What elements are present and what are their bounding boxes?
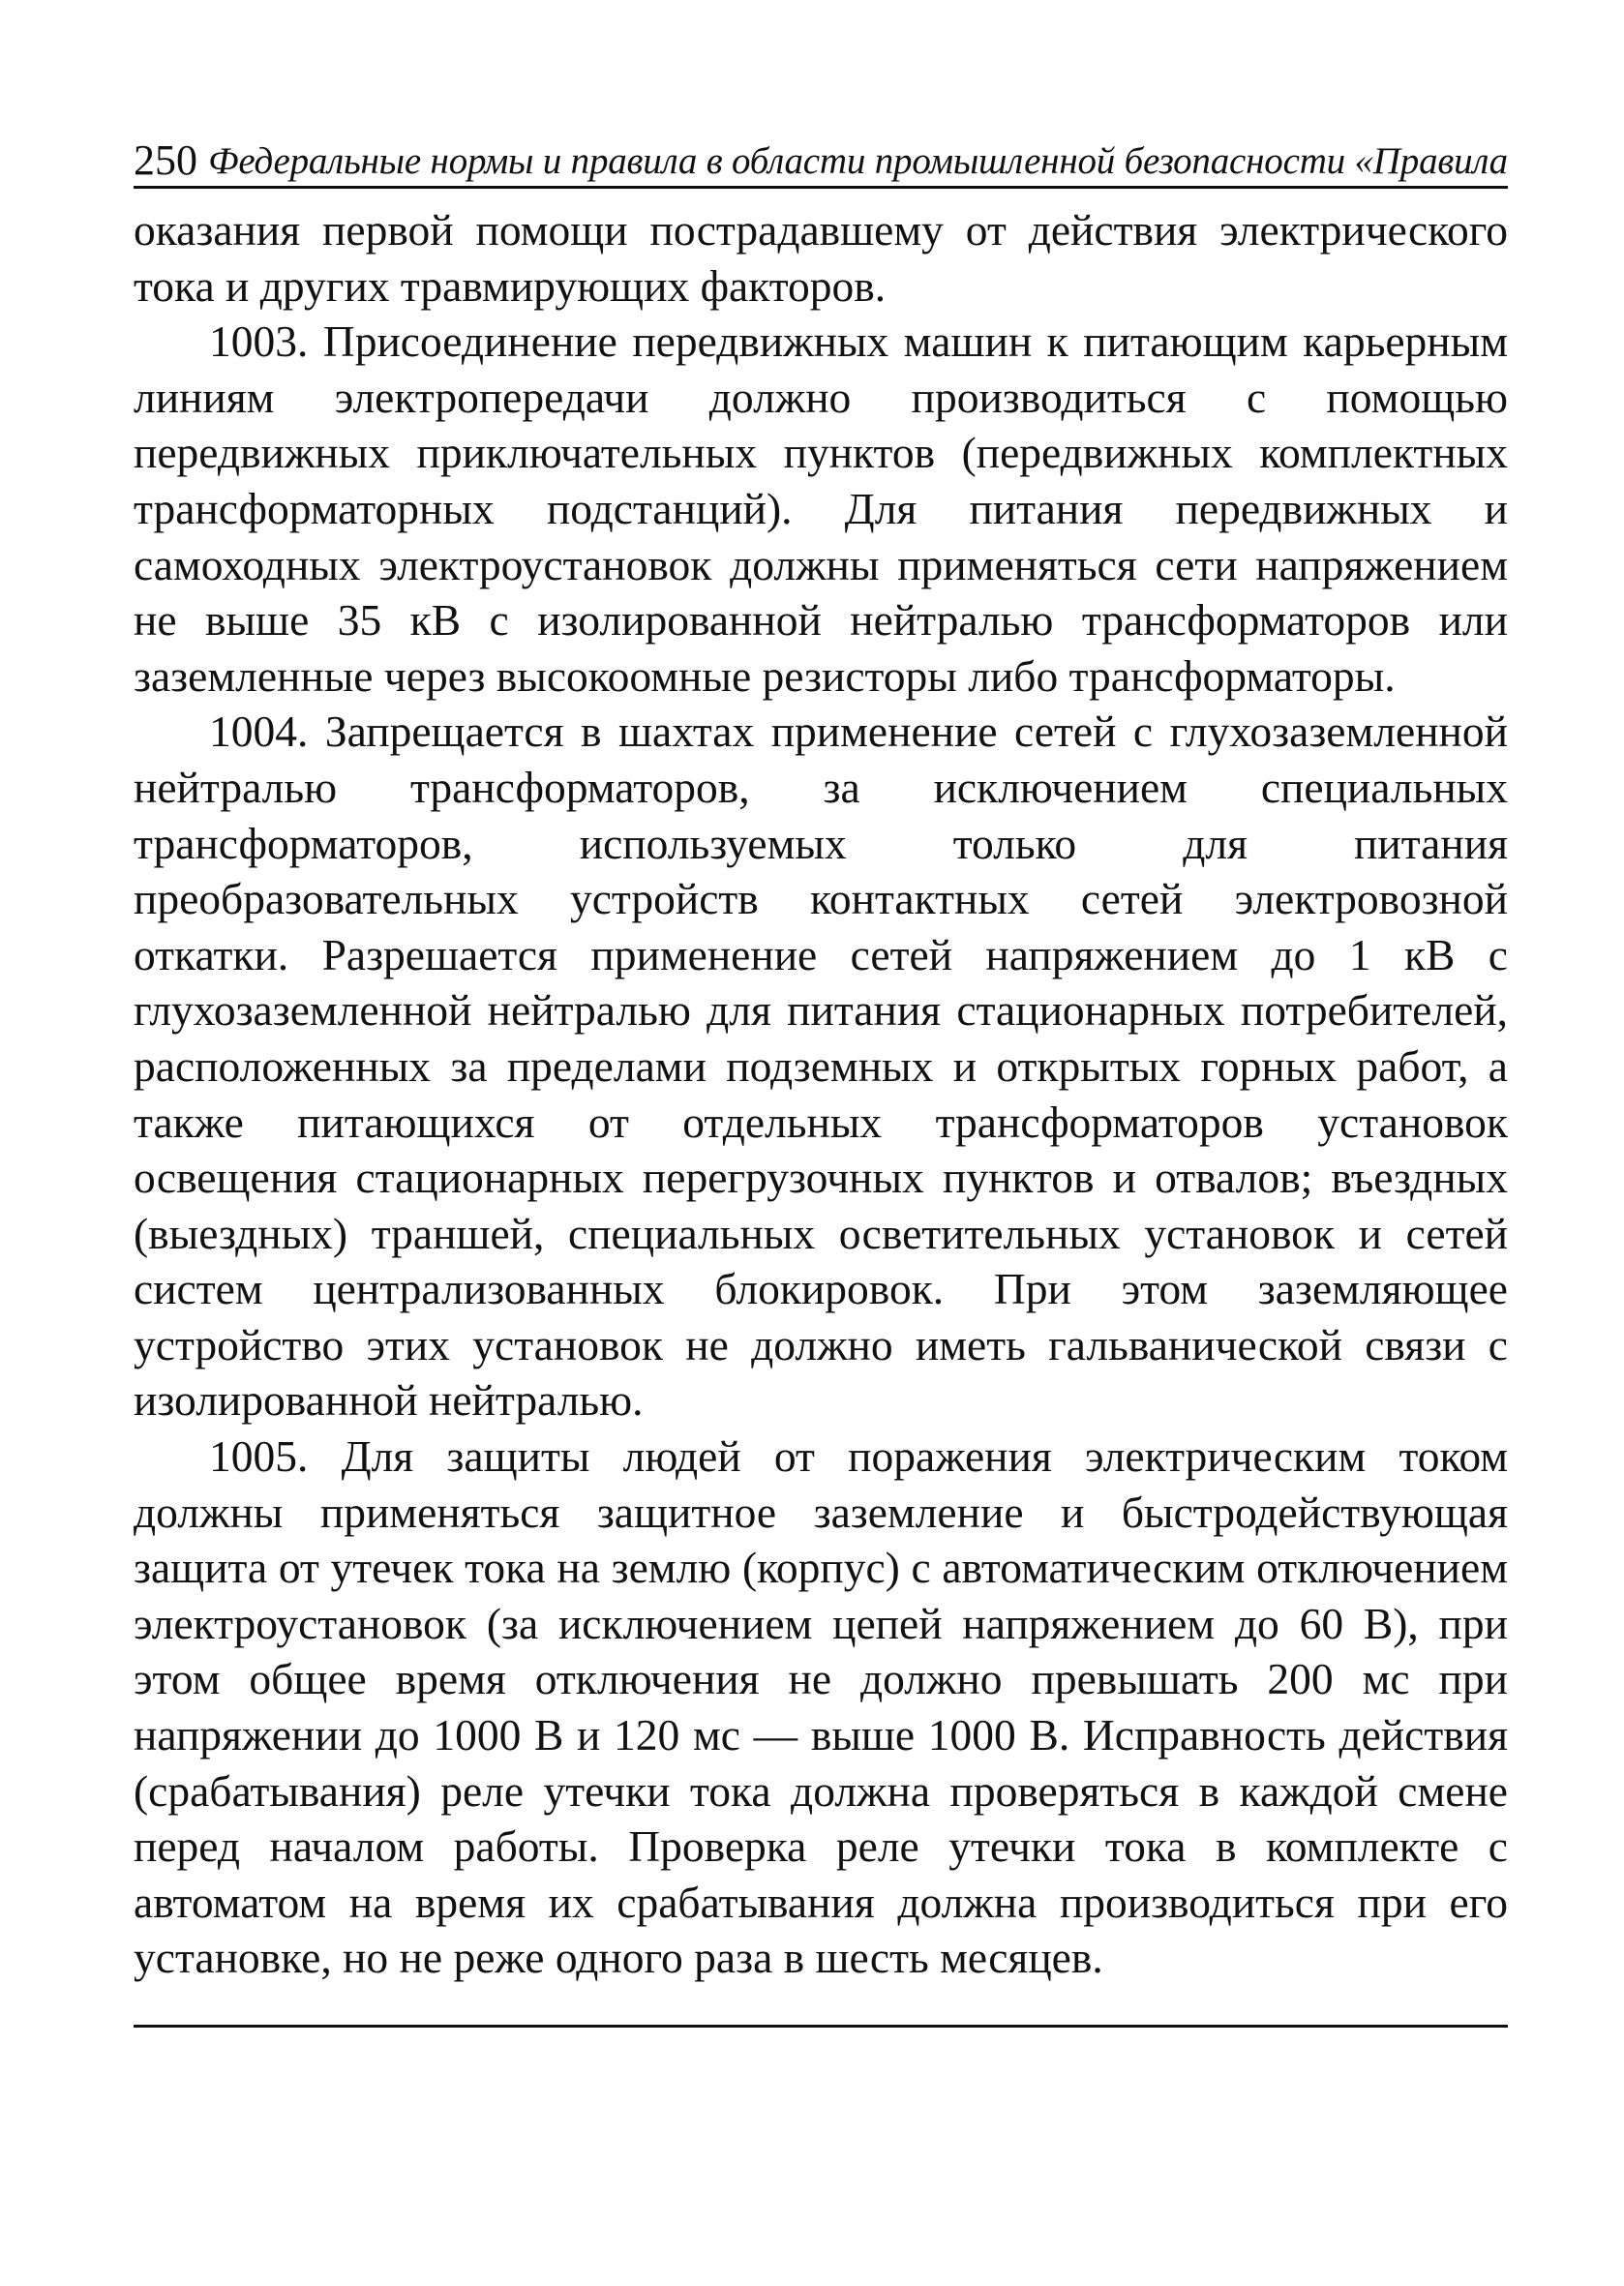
paragraph-1004: 1004. Запрещается в шахтах применение сетей с глухозаземленной нейтралью трансформаторов, за исключением специальных трансформаторов, используемых только для питания преобразовательных устройств контактных сетей электровозной откатки. Разрешается применение сетей напряжением до 1 кВ с глухозаземленной нейтралью для питания стационарных потребителей, расположенных за пределами подземных и открытых горных работ, а также питающихся от отдельных трансформаторов установок освещения стационарных перегрузочных пунктов и отвалов; въездных (выездных) траншей, специальных осветительных установок и сетей систем централизованных блокировок. При этом заземляющее устройство этих установок не должно иметь гальванической связи с изолированной нейтралью. [134,707,1508,1426]
paragraph-1005: 1005. Для защиты людей от поражения электрическим током должны применяться защитное заземление и быстродействующая защита от утечек тока на землю (корпус) с автоматическим отключением электроустановок (за исключением цепей напряжением до 60 В), при этом общее время отключения не должно превышать 200 мс при напряжении до 1000 В и 120 мс — выше 1000 В. Исправность действия (срабатывания) реле утечки тока должна проверяться в каждой смене перед началом работы. Проверка реле утечки тока в комплекте с автоматом на время их срабатывания должна производиться при его установке, но не реже одного раза в шесть месяцев. [134,1431,1508,1983]
running-header [134,126,1508,189]
document-page [134,126,1508,2028]
body-text [134,202,1508,1986]
bottom-rule [134,2025,1508,2028]
paragraph-1003: 1003. Присоединение передвижных машин к питающим карьерным линиям электропередачи должно производиться с помощью передвижных приключательных пунктов (передвижных комплектных трансформаторных подстанций). Для питания передвижных и самоходных электроустановок должны применяться сети напряжением не выше 35 кВ с изолированной нейтралью трансформаторов или заземленные через высокоомные резисторы либо трансформаторы. [134,316,1508,701]
paragraph-continuation: оказания первой помощи пострадавшему от действия электрического тока и других травмирующих факторов. [134,205,1508,311]
page-number: 250 [134,136,197,184]
running-title: Федеральные нормы и правила в области промышленной безопасности «Правила [208,140,1508,182]
